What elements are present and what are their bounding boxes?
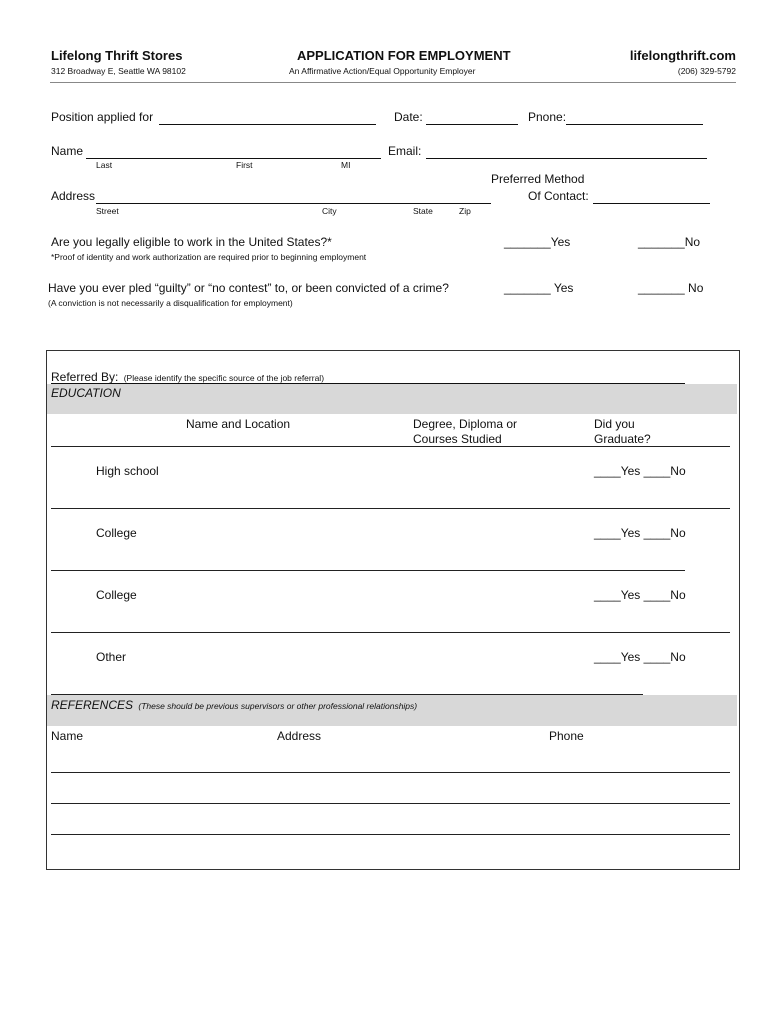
- name-sub-first: First: [236, 160, 253, 170]
- references-heading: REFERENCES: [51, 698, 134, 712]
- education-references-box: [46, 350, 740, 870]
- preferred-method-label: Preferred Method: [491, 172, 585, 186]
- edu-row-rule: [51, 632, 730, 633]
- website: lifelongthrift.com: [629, 48, 736, 63]
- email-label: Email:: [388, 144, 422, 158]
- eligible-note: *Proof of identity and work authorization are required prior to beginning employment: [51, 252, 367, 262]
- phone-field[interactable]: [566, 124, 703, 125]
- name-sub-mi: MI: [341, 160, 351, 170]
- edu-row-graduated[interactable]: ____Yes ____No: [594, 650, 686, 664]
- ref-col-address: Address: [277, 729, 322, 743]
- referred-by-text: Referred By:: [51, 370, 119, 384]
- contact-label: Of Contact:: [528, 189, 589, 203]
- referred-by-label: [51, 370, 324, 384]
- col-degree-line1: Degree, Diploma or: [413, 417, 518, 431]
- addr-sub-zip: Zip: [459, 206, 471, 216]
- referred-by-note: (Please identify the specific source of the job referral): [123, 373, 325, 383]
- page-subtitle: An Affirmative Action/Equal Opportunity Employer: [289, 66, 476, 76]
- reference-line-2[interactable]: [51, 803, 730, 804]
- name-label: Name: [51, 144, 84, 158]
- crime-question: Have you ever pled “guilty” or “no contest” to, or been convicted of a crime?: [48, 281, 449, 295]
- education-header-rule: [51, 446, 730, 447]
- edu-row-label: Other: [96, 650, 127, 664]
- eligible-no-option[interactable]: _______No: [638, 235, 701, 249]
- name-field[interactable]: [86, 158, 381, 159]
- date-label: Date:: [394, 110, 423, 124]
- email-field[interactable]: [426, 158, 707, 159]
- eligible-question: Are you legally eligible to work in the United States?*: [51, 235, 332, 249]
- ref-col-phone: Phone: [549, 729, 584, 743]
- company-name: Lifelong Thrift Stores: [51, 48, 183, 63]
- page-title: APPLICATION FOR EMPLOYMENT: [297, 48, 511, 63]
- date-field[interactable]: [426, 124, 518, 125]
- crime-note: (A conviction is not necessarily a disqualification for employment): [48, 298, 293, 308]
- ref-col-name: Name: [51, 729, 84, 743]
- edu-row-graduated[interactable]: ____Yes ____No: [594, 464, 686, 478]
- edu-row-graduated[interactable]: ____Yes ____No: [594, 526, 686, 540]
- education-heading-bar: [47, 384, 737, 414]
- references-heading-wrap: [51, 698, 417, 712]
- edu-row-label: College: [96, 588, 137, 602]
- crime-yes-option[interactable]: _______ Yes: [504, 281, 574, 295]
- col-graduated-line2: Graduate?: [594, 432, 651, 446]
- position-label: Position applied for: [51, 110, 154, 124]
- company-address: 312 Broadway E, Seattle WA 98102: [51, 66, 186, 76]
- col-degree-line2: Courses Studied: [413, 432, 502, 446]
- edu-row-rule: [51, 508, 730, 509]
- company-phone: (206) 329-5792: [677, 66, 736, 76]
- crime-no-option[interactable]: _______ No: [638, 281, 704, 295]
- eligible-yes-option[interactable]: _______Yes: [504, 235, 571, 249]
- education-heading: EDUCATION: [51, 386, 121, 400]
- edu-row-label: College: [96, 526, 137, 540]
- edu-row-graduated[interactable]: ____Yes ____No: [594, 588, 686, 602]
- phone-label: Pnone:: [528, 110, 567, 124]
- edu-row-label: High school: [96, 464, 159, 478]
- address-field[interactable]: [96, 203, 491, 204]
- references-note: (These should be previous supervisors or other professional relationships): [138, 701, 418, 711]
- edu-row-rule: [51, 570, 685, 571]
- addr-sub-city: City: [322, 206, 337, 216]
- addr-sub-state: State: [413, 206, 433, 216]
- address-label: Address: [51, 189, 96, 203]
- addr-sub-street: Street: [96, 206, 119, 216]
- reference-line-3[interactable]: [51, 834, 730, 835]
- header-divider: [50, 82, 736, 83]
- name-sub-last: Last: [96, 160, 113, 170]
- reference-line-1[interactable]: [51, 772, 730, 773]
- col-name-location: Name and Location: [186, 417, 291, 431]
- col-graduated-line1: Did you: [594, 417, 635, 431]
- position-field[interactable]: [159, 124, 376, 125]
- preferred-contact-field[interactable]: [593, 203, 710, 204]
